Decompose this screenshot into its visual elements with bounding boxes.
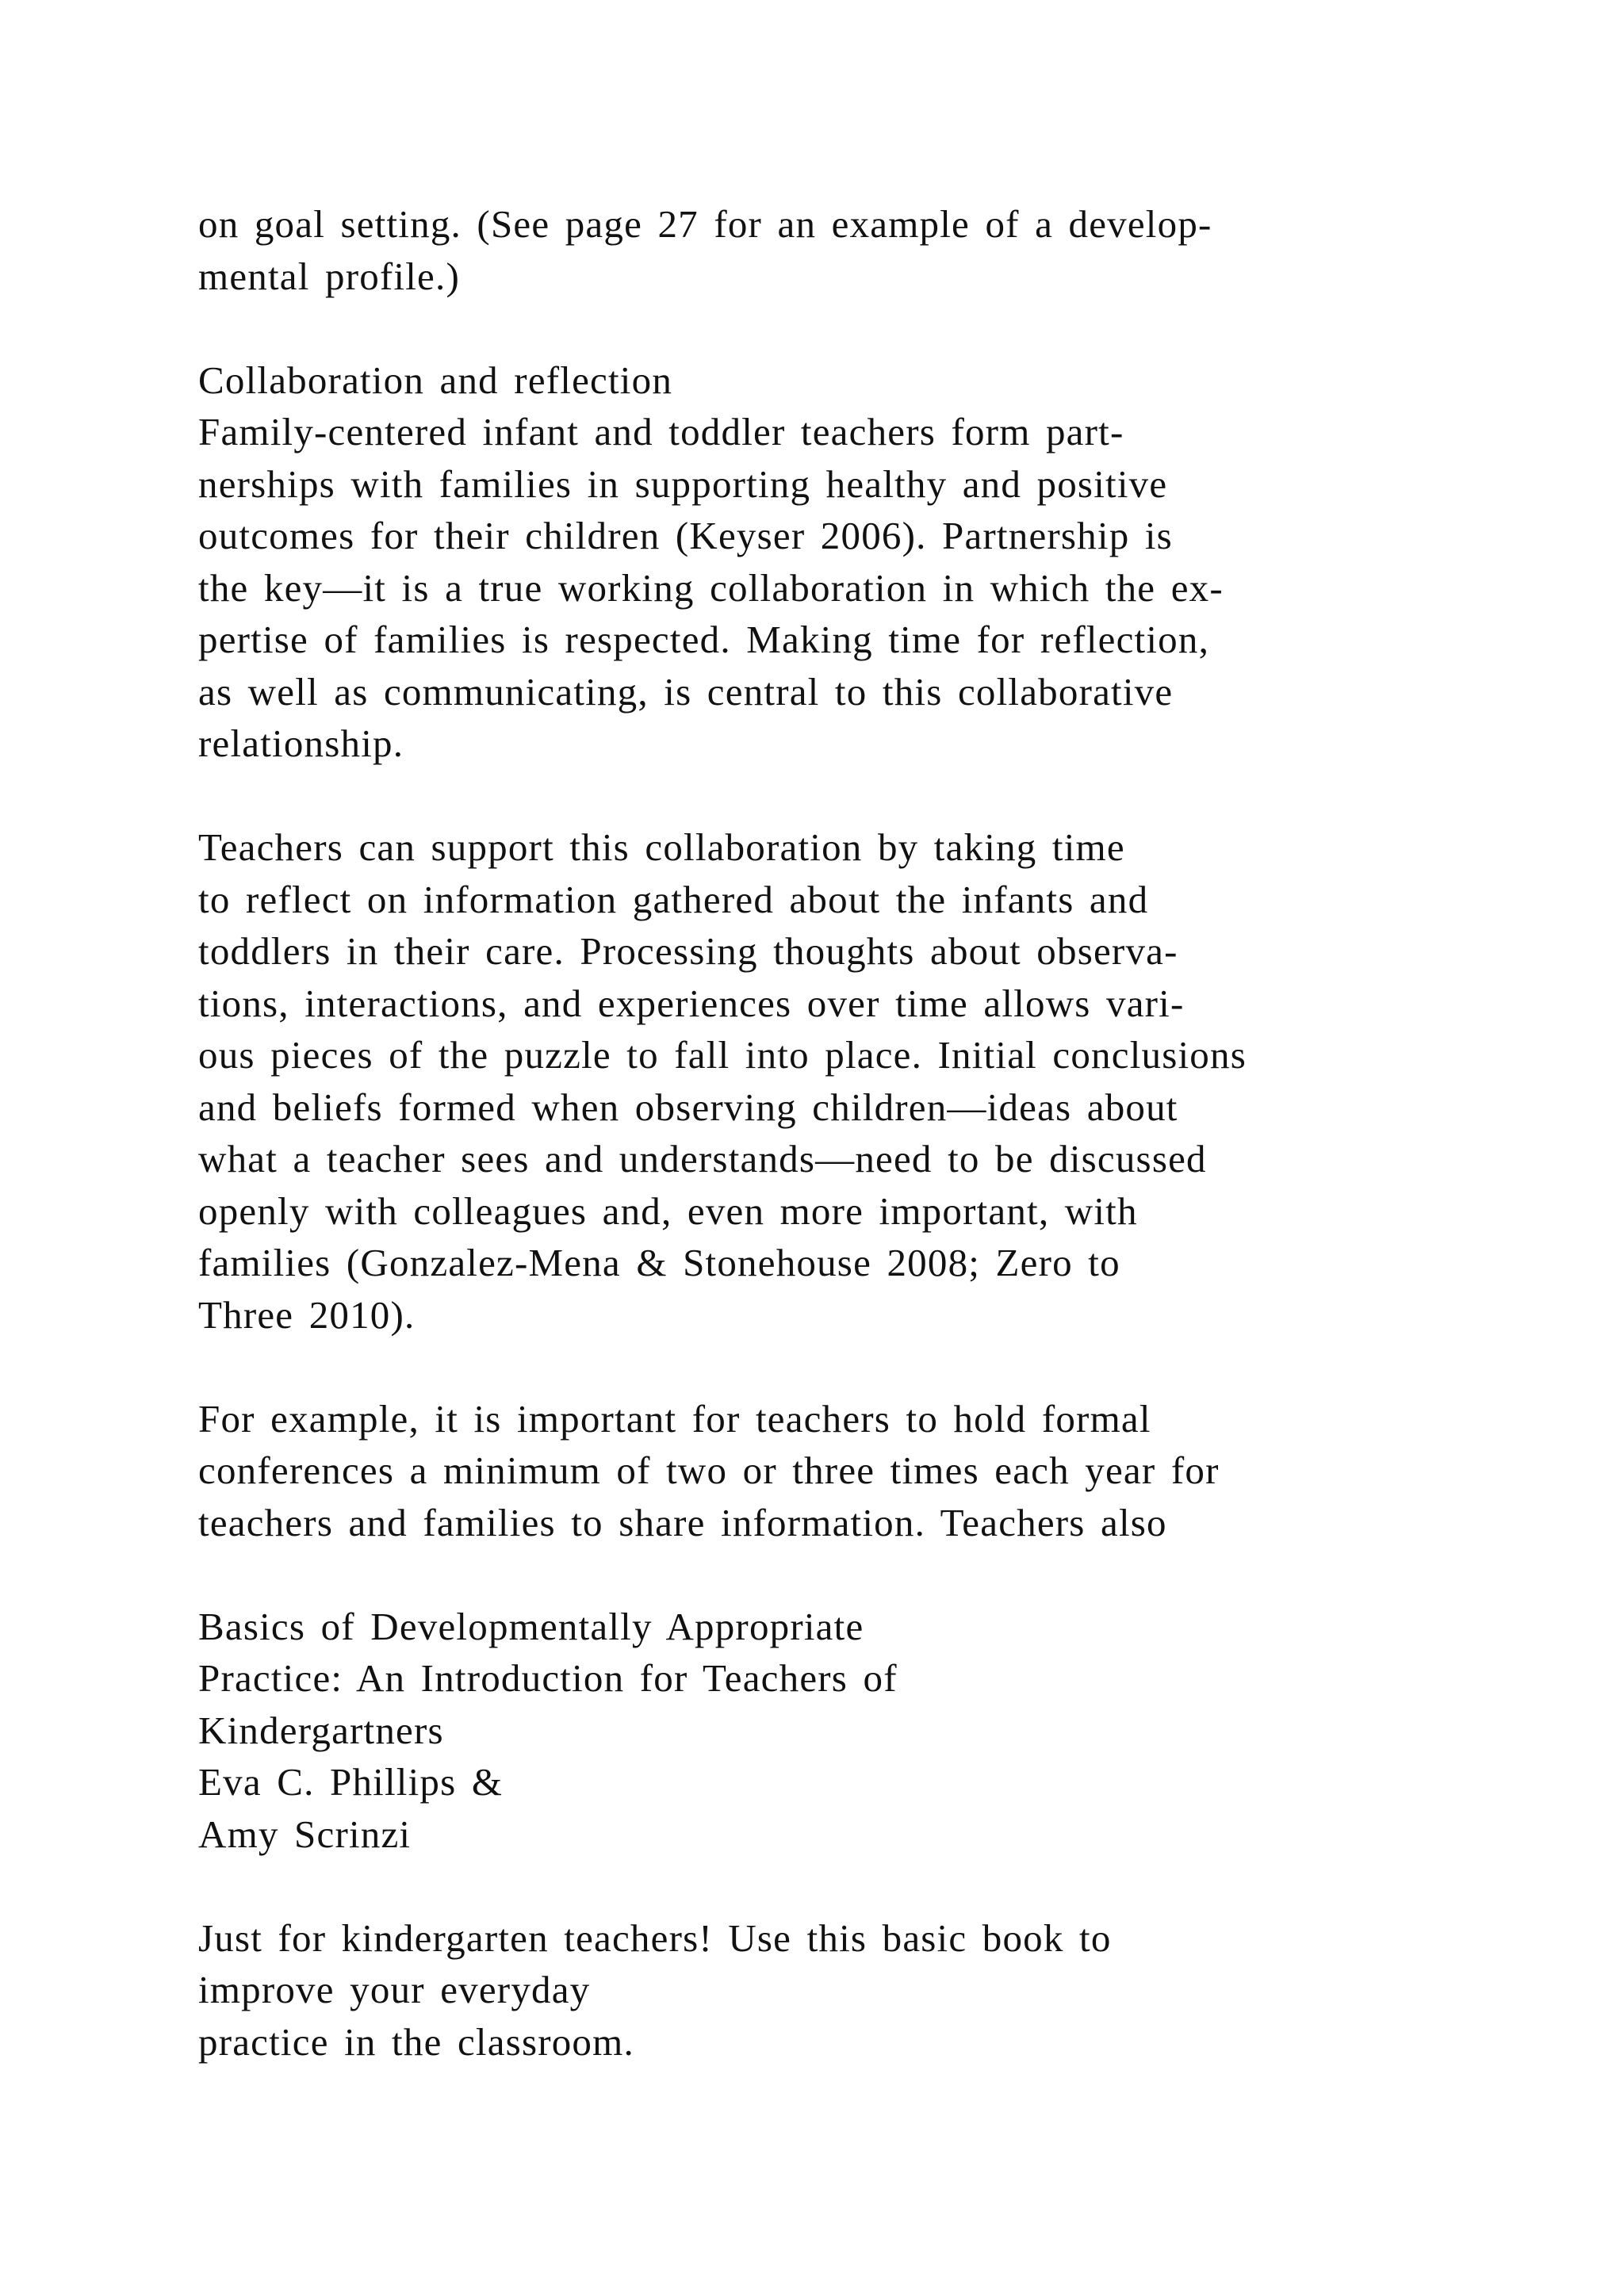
paragraph-for-example	[198, 1393, 1435, 1549]
text-line: pertise of families is respected. Making time for reflection,	[198, 618, 1210, 661]
book-advertisement	[198, 1601, 1435, 1861]
text-line: as well as communicating, is central to this collaborative	[198, 669, 1174, 714]
text-line: on goal setting. (See page 27 for an example of a develop-	[198, 202, 1212, 246]
text-line: ous pieces of the puzzle to fall into place. Initial conclusions	[198, 1033, 1247, 1077]
text-line: and beliefs formed when observing children—ideas about	[198, 1085, 1178, 1129]
text-line: to reflect on information gathered about the infants and	[198, 877, 1149, 921]
text-line: Three 2010).	[198, 1292, 416, 1337]
book-title-line: Practice: An Introduction for Teachers of	[198, 1656, 898, 1700]
text-line: families (Gonzalez-Mena & Stonehouse 2008; Zero to	[198, 1241, 1120, 1284]
book-title-line: Basics of Developmentally Appropriate	[198, 1604, 864, 1648]
section-collaboration	[198, 354, 1435, 770]
paragraph-intro-fragment	[198, 198, 1435, 302]
text-line: teachers and families to share information. Teachers also	[198, 1500, 1167, 1544]
book-author-line: Amy Scrinzi	[198, 1812, 412, 1856]
book-blurb	[198, 1912, 1435, 2068]
text-line: mental profile.)	[198, 254, 460, 298]
paragraph-teachers-support	[198, 821, 1435, 1341]
text-line: outcomes for their children (Keyser 2006). Partnership is	[198, 514, 1173, 557]
text-line: what a teacher sees and understands—need to be discussed	[198, 1137, 1207, 1181]
text-line: improve your everyday	[198, 1968, 591, 2011]
text-line: the key—it is a true working collaboration in which the ex-	[198, 565, 1224, 610]
text-line: Family-centered infant and toddler teachers form part-	[198, 410, 1124, 453]
book-author-line: Eva C. Phillips &	[198, 1760, 504, 1804]
text-line: conferences a minimum of two or three times each year for	[198, 1448, 1220, 1492]
text-line: tions, interactions, and experiences over time allows vari-	[198, 981, 1185, 1025]
text-line: nerships with families in supporting healthy and positive	[198, 461, 1168, 506]
text-line: For example, it is important for teachers to hold formal	[198, 1396, 1151, 1441]
text-line: toddlers in their care. Processing thoughts about observa-	[198, 929, 1178, 973]
text-line: Just for kindergarten teachers! Use this basic book to	[198, 1915, 1112, 1960]
document-page	[198, 198, 1435, 2120]
book-title-line: Kindergartners	[198, 1708, 444, 1752]
text-line: Teachers can support this collaboration by taking time	[198, 825, 1125, 869]
text-line: relationship.	[198, 721, 404, 765]
section-heading: Collaboration and reflection	[198, 358, 673, 402]
text-line: practice in the classroom.	[198, 2019, 634, 2064]
text-line: openly with colleagues and, even more important, with	[198, 1188, 1138, 1233]
